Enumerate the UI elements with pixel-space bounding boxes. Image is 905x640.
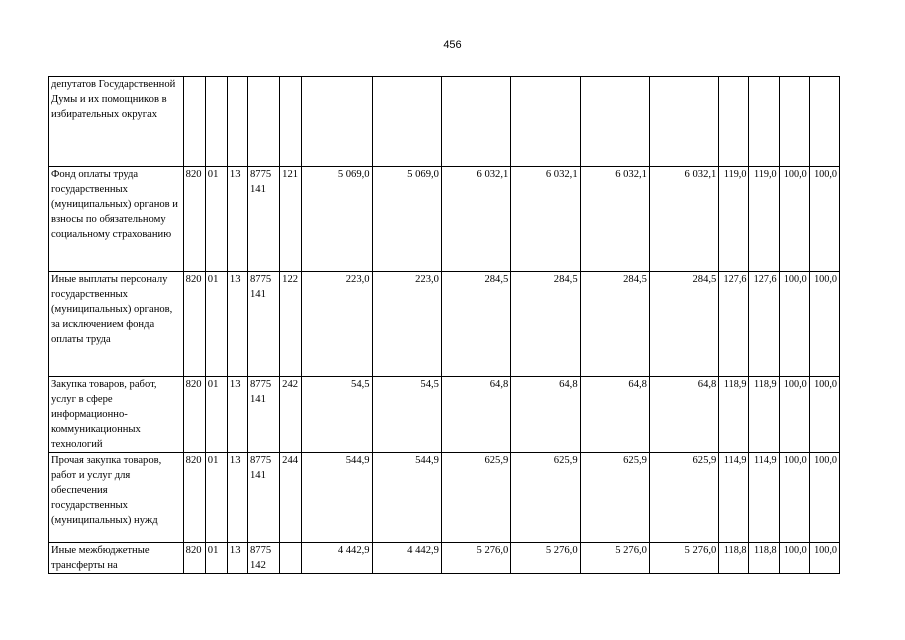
percent-2: 114,9: [749, 453, 779, 543]
table-row: [49, 167, 840, 272]
amount-1: 4 442,9: [302, 543, 372, 574]
amount-6: 5 276,0: [649, 543, 718, 574]
section-code: 01: [205, 167, 227, 272]
expense-type-code: 242: [280, 377, 302, 453]
percent-3: 100,0: [779, 543, 809, 574]
row-label: Закупка товаров, работ, услуг в сфере информационно-коммуникационных технологий: [49, 377, 184, 453]
percent-4: 100,0: [809, 272, 839, 377]
amount-1: 5 069,0: [302, 167, 372, 272]
amount-6: [649, 77, 718, 167]
percent-1: 118,8: [719, 543, 749, 574]
target-article-code: 8775 141: [247, 272, 279, 377]
subsection-code: 13: [227, 453, 247, 543]
table-row: [49, 453, 840, 543]
target-article-code: 8775 141: [247, 377, 279, 453]
amount-5: 64,8: [580, 377, 649, 453]
percent-3: 100,0: [779, 377, 809, 453]
target-article-code: 8775 141: [247, 167, 279, 272]
amount-5: 284,5: [580, 272, 649, 377]
amount-3: 64,8: [441, 377, 510, 453]
amount-6: 64,8: [649, 377, 718, 453]
amount-2: [372, 77, 441, 167]
expense-type-code: [280, 77, 302, 167]
table-row: [49, 272, 840, 377]
percent-4: 100,0: [809, 453, 839, 543]
section-code: 01: [205, 377, 227, 453]
amount-6: 625,9: [649, 453, 718, 543]
budget-table: [48, 76, 840, 574]
expense-type-code: 122: [280, 272, 302, 377]
amount-5: 625,9: [580, 453, 649, 543]
percent-1: 118,9: [719, 377, 749, 453]
row-label: Иные выплаты персоналу государственных (муниципальных) органов, за исключением фонда оплаты труда: [49, 272, 184, 377]
subsection-code: 13: [227, 543, 247, 574]
amount-1: [302, 77, 372, 167]
expense-type-code: 244: [280, 453, 302, 543]
subsection-code: 13: [227, 272, 247, 377]
page-number: 456: [443, 39, 462, 51]
ved-code: 820: [183, 167, 205, 272]
amount-2: 544,9: [372, 453, 441, 543]
ved-code: 820: [183, 377, 205, 453]
amount-1: 544,9: [302, 453, 372, 543]
percent-1: 114,9: [719, 453, 749, 543]
amount-5: 6 032,1: [580, 167, 649, 272]
percent-3: 100,0: [779, 453, 809, 543]
expense-type-code: [280, 543, 302, 574]
amount-6: 284,5: [649, 272, 718, 377]
subsection-code: 13: [227, 167, 247, 272]
subsection-code: 13: [227, 377, 247, 453]
amount-4: 5 276,0: [511, 543, 580, 574]
row-label: депутатов Государственной Думы и их помощников в избирательных округах: [49, 77, 184, 167]
amount-6: 6 032,1: [649, 167, 718, 272]
amount-2: 54,5: [372, 377, 441, 453]
amount-2: 4 442,9: [372, 543, 441, 574]
percent-4: 100,0: [809, 377, 839, 453]
percent-2: 118,9: [749, 377, 779, 453]
percent-3: 100,0: [779, 167, 809, 272]
amount-4: 6 032,1: [511, 167, 580, 272]
amount-3: 284,5: [441, 272, 510, 377]
section-code: 01: [205, 453, 227, 543]
percent-2: 119,0: [749, 167, 779, 272]
row-label: Иные межбюджетные трансферты на: [49, 543, 184, 574]
expense-type-code: 121: [280, 167, 302, 272]
percent-3: 100,0: [779, 272, 809, 377]
amount-5: 5 276,0: [580, 543, 649, 574]
amount-2: 5 069,0: [372, 167, 441, 272]
ved-code: 820: [183, 543, 205, 574]
section-code: 01: [205, 272, 227, 377]
amount-4: 625,9: [511, 453, 580, 543]
amount-5: [580, 77, 649, 167]
percent-4: 100,0: [809, 167, 839, 272]
ved-code: 820: [183, 272, 205, 377]
subsection-code: [227, 77, 247, 167]
percent-2: 127,6: [749, 272, 779, 377]
amount-4: 64,8: [511, 377, 580, 453]
amount-3: 625,9: [441, 453, 510, 543]
row-label: Прочая закупка товаров, работ и услуг для обеспечения государственных (муниципальных) нужд: [49, 453, 184, 543]
table-row: [49, 77, 840, 167]
target-article-code: 8775 141: [247, 453, 279, 543]
target-article-code: [247, 77, 279, 167]
table-body: [49, 77, 840, 574]
amount-3: 5 276,0: [441, 543, 510, 574]
section-code: 01: [205, 543, 227, 574]
ved-code: [183, 77, 205, 167]
percent-4: [809, 77, 839, 167]
table-row: [49, 543, 840, 574]
percent-2: [749, 77, 779, 167]
percent-1: 127,6: [719, 272, 749, 377]
amount-1: 223,0: [302, 272, 372, 377]
percent-1: [719, 77, 749, 167]
percent-3: [779, 77, 809, 167]
percent-2: 118,8: [749, 543, 779, 574]
percent-4: 100,0: [809, 543, 839, 574]
table-row: [49, 377, 840, 453]
amount-4: [511, 77, 580, 167]
row-label: Фонд оплаты труда государственных (муниципальных) органов и взносы по обязательному социальному страхованию: [49, 167, 184, 272]
percent-1: 119,0: [719, 167, 749, 272]
amount-3: [441, 77, 510, 167]
ved-code: 820: [183, 453, 205, 543]
amount-4: 284,5: [511, 272, 580, 377]
amount-3: 6 032,1: [441, 167, 510, 272]
amount-1: 54,5: [302, 377, 372, 453]
section-code: [205, 77, 227, 167]
amount-2: 223,0: [372, 272, 441, 377]
target-article-code: 8775 142: [247, 543, 279, 574]
